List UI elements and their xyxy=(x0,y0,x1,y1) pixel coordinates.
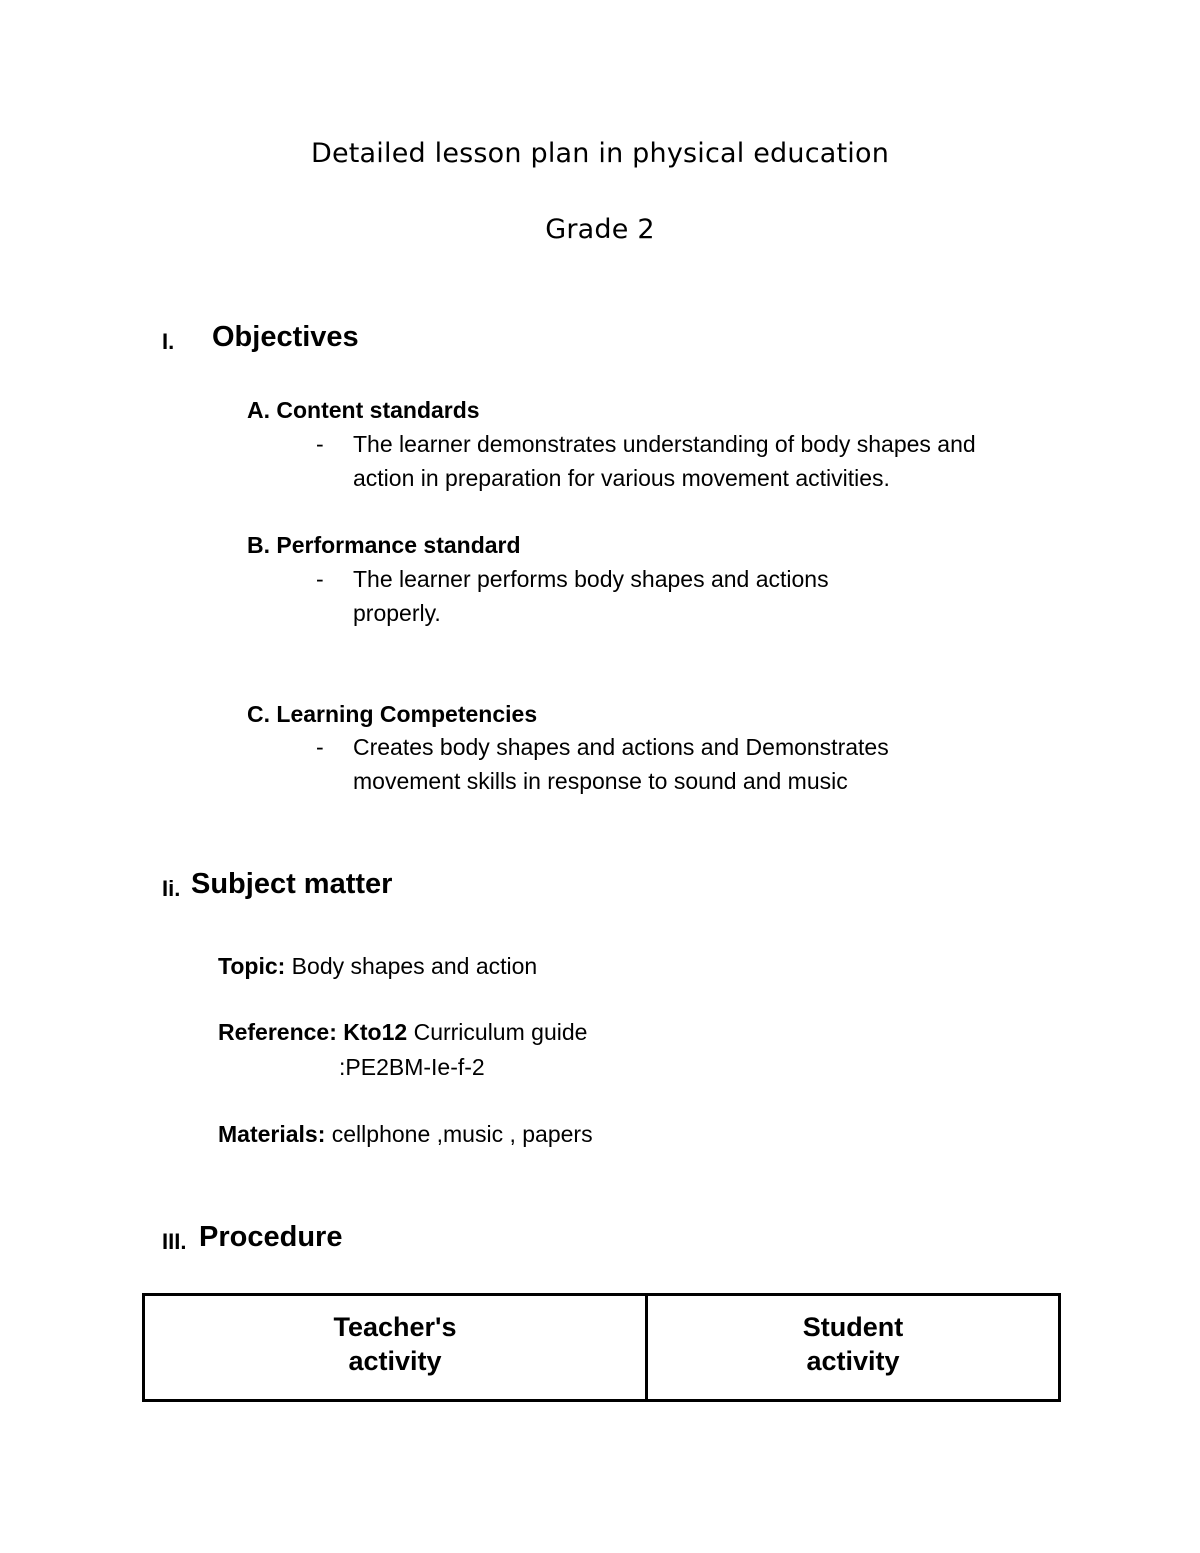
performance-standard-dash: - xyxy=(316,566,324,592)
reference-line xyxy=(218,1015,587,1049)
content-standards-line-1: The learner demonstrates understanding of body shapes and xyxy=(353,431,976,457)
procedure-heading: Procedure xyxy=(199,1221,343,1253)
reference-code: :PE2BM-Ie-f-2 xyxy=(339,1054,485,1080)
document-title: Detailed lesson plan in physical education xyxy=(310,138,890,169)
content-standards-line-2: action in preparation for various movement activities. xyxy=(353,465,890,491)
procedure-numeral: III. xyxy=(162,1229,187,1254)
learning-competencies-dash: - xyxy=(316,734,324,760)
performance-standard-line-2: properly. xyxy=(353,600,441,626)
reference-value: Curriculum guide xyxy=(407,1019,588,1045)
topic-label: Topic: xyxy=(218,953,286,979)
topic-line xyxy=(218,949,537,983)
subject-matter-numeral: Ii. xyxy=(162,876,181,901)
performance-standard-heading: B. Performance standard xyxy=(247,532,521,558)
teacher-activity-line-2: activity xyxy=(348,1346,442,1376)
subject-matter-heading: Subject matter xyxy=(191,868,393,900)
student-activity-line-1: Student xyxy=(802,1312,904,1342)
objectives-heading: Objectives xyxy=(212,321,359,353)
objectives-numeral: I. xyxy=(162,329,175,354)
student-activity-line-2: activity xyxy=(806,1346,900,1376)
student-activity-header xyxy=(647,1295,1060,1402)
table-row xyxy=(144,1295,1060,1402)
content-standards-heading: A. Content standards xyxy=(247,397,480,423)
learning-competencies-heading: C. Learning Competencies xyxy=(247,701,538,727)
teacher-activity-line-1: Teacher's xyxy=(333,1312,457,1342)
reference-bold: Kto12 xyxy=(336,1019,408,1045)
topic-value: Body shapes and action xyxy=(285,953,538,979)
reference-label: Reference: xyxy=(218,1019,337,1045)
content-standards-dash: - xyxy=(316,431,324,457)
materials-label: Materials: xyxy=(218,1121,326,1147)
table-bottom-border xyxy=(142,1399,1061,1402)
document-grade: Grade 2 xyxy=(545,214,655,245)
learning-competencies-line-2: movement skills in response to sound and music xyxy=(353,768,848,794)
learning-competencies-line-1: Creates body shapes and actions and Demonstrates xyxy=(353,734,889,760)
materials-line xyxy=(218,1117,593,1151)
procedure-table xyxy=(142,1293,1061,1401)
materials-value: cellphone ,music , papers xyxy=(325,1121,593,1147)
performance-standard-line-1: The learner performs body shapes and actions xyxy=(353,566,829,592)
teacher-activity-header xyxy=(144,1295,647,1402)
